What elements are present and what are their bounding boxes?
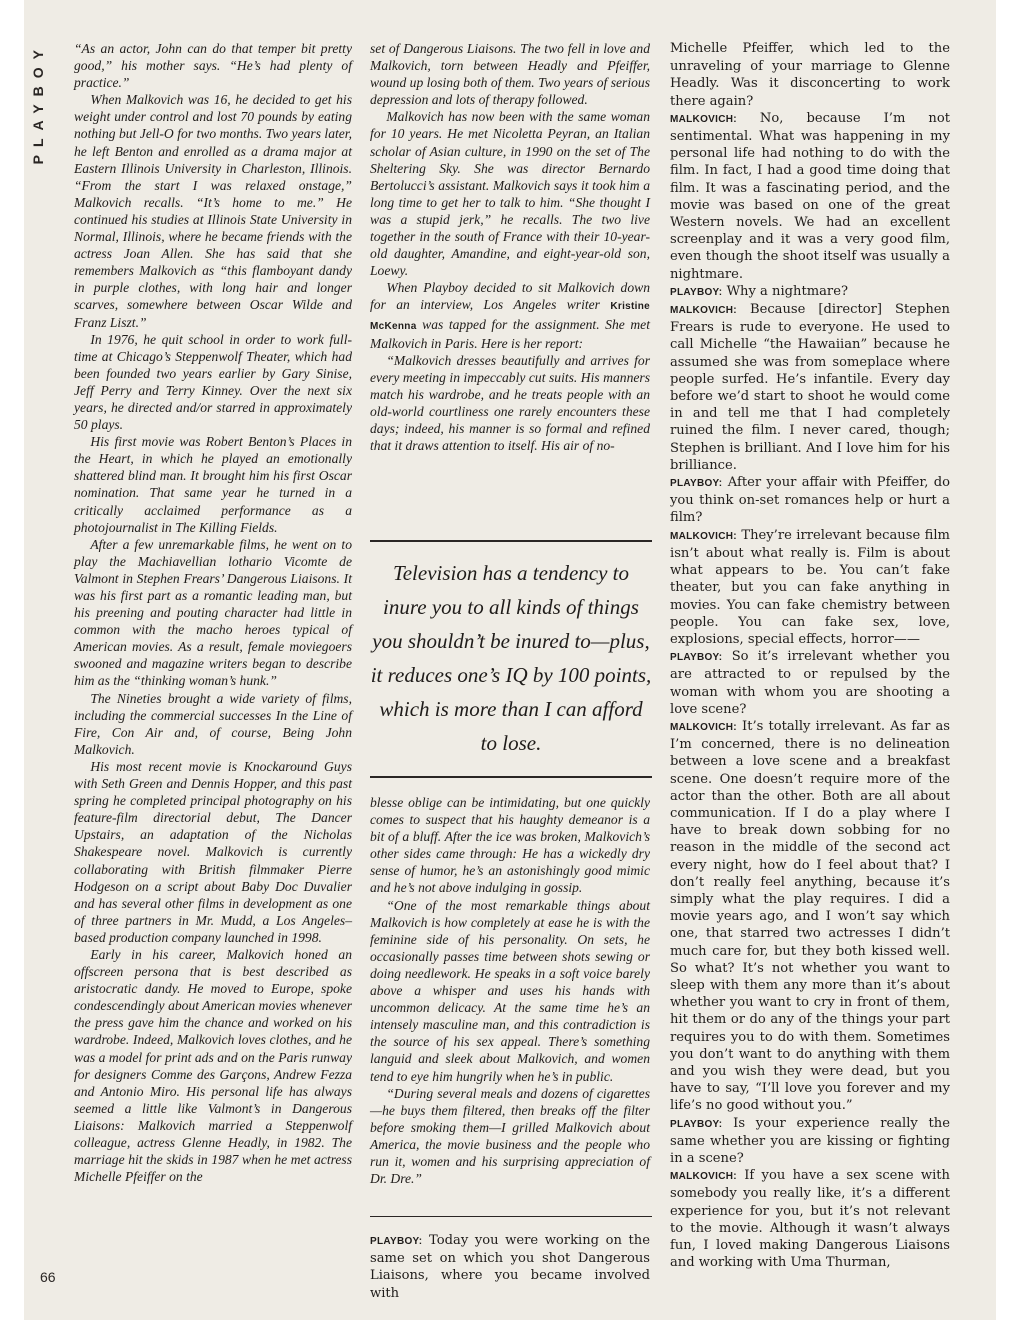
page-number: 66 bbox=[40, 1269, 56, 1285]
speaker-text: After your affair with Pfeiffer, do you think on-set romances help or hurt a film? bbox=[670, 475, 950, 526]
paragraph: His first movie was Robert Benton’s Places in the Heart, in which he played an emotionally shattered blind man. It brought him his first Oscar nomination. That same year he turned in a critically acclaimed performance as a photojournalist in The Killing Fields. bbox=[74, 434, 352, 535]
paragraph: Early in his career, Malkovich honed an offscreen persona that is best described as aristocratic dandy. He moved to Europe, spoke condescendingly about American movies whenever the press gave him the chance and worked on his wardrobe. Indeed, Malkovich loves clothes, and he was a model for print ads and on the Paris runway for designers Comme des Garçons, Andrew Fezza and Antonio Miro. His personal life has always seemed a little like Valmont’s in Dangerous Liaisons: Malkovich married a Steppenwolf colleague, actress Glenne Headly, in 1982. The marriage hit the skids in 1987 when he met actress Michelle Pfeiffer on the bbox=[74, 946, 352, 1185]
paragraph: His most recent movie is Knockaround Guys with Seth Green and Dennis Hopper, and this past spring he completed principal photography on his feature-film directorial debut, The Dancer Upstairs, an adaptation of the Nicholas Shakespeare novel. Malkovich is currently collaborating with British filmmaker Pierre Hodgeson on a script about Baby Doc Duvalier and has several other films in development as one of three partners in Mr. Mudd, a Los Angeles–based production company launched in 1998. bbox=[74, 758, 352, 945]
interview-paragraph bbox=[670, 110, 950, 283]
speaker-label: PLAYBOY: bbox=[670, 286, 723, 298]
interview-paragraph bbox=[370, 1232, 650, 1302]
article-column-1 bbox=[74, 40, 352, 1185]
magazine-name-vertical: PLAYBOY bbox=[30, 42, 46, 165]
speaker-text: So it’s irrelevant whether you are attracted to or repulsed by the woman with whom you are shooting a love scene? bbox=[670, 649, 950, 717]
speaker-label: PLAYBOY: bbox=[670, 1118, 723, 1130]
paragraph bbox=[370, 279, 650, 351]
paragraph: “During several meals and dozens of cigarettes—he buys them filtered, then breaks off the filter before smoking them—I grilled Malkovich about America, the movie business and the people who run it, women and his surprising appreciation of Dr. Dre.” bbox=[370, 1085, 650, 1187]
speaker-label: MALKOVICH: bbox=[670, 1171, 737, 1183]
paragraph: When Malkovich was 16, he decided to get his weight under control and lost 70 pounds by eating nothing but Jell-O for two months. Two years later, he left Benton and enrolled as a drama major at Eastern Illinois University in Charleston, Illinois. “From the start I was relaxed onstage,” Malkovich recalls. “It’s home to me.” He continued his studies at Illinois State University in Normal, Illinois, where he became friends with the actress Joan Allen. She has said that she remembers Malkovich as “this flamboyant dandy in purple clothes, with long hair and longer scarves, somewhere between Oscar Wilde and Franz Liszt.” bbox=[74, 92, 352, 330]
article-column-2-bottom bbox=[370, 794, 650, 1187]
interview-paragraph bbox=[670, 1167, 950, 1271]
speaker-label: MALKOVICH: bbox=[670, 530, 737, 542]
speaker-text: If you have a sex scene with somebody you really like, it’s a different experience for you, but it’s not relevant to the movie. Although it wasn’t always fun, I loved making Dangerous Liaisons and working with Uma Thurman, bbox=[670, 1168, 950, 1271]
article-column-2-top bbox=[370, 40, 650, 454]
writer-name: Kristine McKenna bbox=[370, 301, 650, 332]
interview-paragraph bbox=[670, 301, 950, 474]
paragraph: “Malkovich dresses beautifully and arrives for every meeting in impeccably cut suits. His manners match his wardrobe, and he treats people with an old-world courtliness one rarely encounters these days; indeed, his manner is so formal and refined that it draws attention to itself. His air of no- bbox=[370, 352, 650, 454]
interview-paragraph bbox=[670, 1115, 950, 1168]
intro-text: was tapped for the assignment. She met Malkovich in Paris. Here is her report: bbox=[370, 316, 650, 351]
speaker-text: Because [director] Stephen Frears is rude to everyone. He used to call Michelle “the Hawaiian” because he assumed she was from someplace where people surfed. He’s infantile. Every day before we’d start to shoot he would come in and tell me that I had completely ruined the film. I never cared, though; Stephen is brilliant. And I love him for his brilliance. bbox=[670, 302, 950, 473]
paragraph: After a few unremarkable films, he went on to play the Machiavellian lothario Vicomte de Valmont in Stephen Frears’ Dangerous Liaisons. It was his first part as a romantic leading man, but his preening and pouting character had little in common with the macho heroes typical of American movies. As a result, female moviegoers swooned and magazine writers began to describe him as the “thinking woman’s hunk.” bbox=[74, 536, 352, 689]
speaker-text: Is your experience really the same whether you are kissing or fighting in a scene? bbox=[670, 1115, 950, 1166]
speaker-label: PLAYBOY: bbox=[370, 1236, 423, 1247]
speaker-text: Michelle Pfeiffer, which led to the unraveling of your marriage to Glenne Headly. Was it disconcerting to work there again? bbox=[670, 41, 950, 109]
interview-paragraph bbox=[670, 40, 950, 110]
speaker-text: They’re irrelevant because film isn’t about what really is. Film is about what appears to be. You can’t fake theater, but you can fake anything in movies. You can fake chemistry between people. You can fake sex, love, explosions, special effects, horror—— bbox=[670, 527, 950, 647]
interview-paragraph bbox=[670, 648, 950, 718]
interview-paragraph bbox=[670, 474, 950, 527]
speaker-label: PLAYBOY: bbox=[670, 652, 723, 664]
paragraph: “One of the most remarkable things about Malkovich is how completely at ease he is with the feminine side of his personality. On sets, he occasionally passes time between shots sewing or doing needlework. He speaks in a soft voice barely above a whisper and uses his hands with uncommon delicacy. At the same time he’s an intensely masculine man, and this contradiction is the source of his sex appeal. There’s something languid and sleek about Malkovich, and women tend to eye him hungrily when he’s in public. bbox=[370, 897, 650, 1084]
interview-question-start bbox=[370, 1232, 650, 1302]
speaker-label: MALKOVICH: bbox=[670, 113, 737, 125]
paragraph: The Nineties brought a wide variety of films, including the commercial successes In the Line of Fire, Con Air and, of course, Being John Malkovich. bbox=[74, 690, 352, 757]
divider bbox=[370, 1216, 652, 1217]
intro-text: When Playboy decided to sit Malkovich down for an interview, Los Angeles writer bbox=[370, 280, 650, 313]
speaker-label: MALKOVICH: bbox=[670, 305, 737, 317]
speaker-text: It’s totally irrelevant. As far as I’m concerned, there is no delineation between a love scene and a breakfast scene. One doesn’t require more of the actor than the other. Both are all about communication. If I do a play where I have to break down sobbing for no reason in the middle of the second act every night, how do I feel about that? I don’t really feel anything, because it’s simply what the play requires. I did a movie years ago, and I won’t say which one, that starred two actresses I didn’t much care for, but they both kissed well. So what? It’s not whether you want to sleep with them any more than it’s about whether you want to cry in front of them, hit them or do any of the things your part requires you to do with them. Sometimes you don’t want to do anything with them and you wish they were dead, but you have to say, “I’ll love you forever and my life’s no good without you.” bbox=[670, 718, 950, 1114]
speaker-text: Today you were working on the same set on which you shot Dangerous Liaisons, where you became involved with bbox=[370, 1233, 650, 1301]
paragraph: “As an actor, John can do that temper bit pretty good,” his mother says. “He’s had plenty of practice.” bbox=[74, 41, 352, 91]
paragraph: Malkovich has now been with the same woman for 10 years. He met Nicoletta Peyran, an Italian scholar of Asian culture, in 1990 on the set of The Sheltering Sky. She was director Bernardo Bertolucci’s assistant. Malkovich says it took him a long time to get her to talk to him. “She thought I was a stupid jerk,” he recalls. The two live together in the south of France with their 10-year-old daughter, Amandine, and eight-year-old son, Loewy. bbox=[370, 109, 650, 279]
paragraph: In 1976, he quit school in order to work full-time at Chicago’s Steppenwolf Theater, which had been founded two years earlier by Gary Sinise, Jeff Perry and Terry Kinney. Over the next six years, he directed and/or starred in approximately 50 plays. bbox=[74, 331, 352, 433]
paragraph: blesse oblige can be intimidating, but one quickly comes to suspect that his haughty demeanor is a bit of a bluff. After the ice was broken, Malkovich’s other sides came through: He has a wickedly dry sense of humor, he’s an astonishingly good mimic and he’s not above indulging in gossip. bbox=[370, 795, 650, 896]
paragraph: set of Dangerous Liaisons. The two fell in love and Malkovich, torn between Headly and Pfeiffer, wound up losing both of them. Two years of serious depression and lots of therapy followed. bbox=[370, 41, 650, 108]
speaker-text: Why a nightmare? bbox=[726, 283, 848, 299]
speaker-label: PLAYBOY: bbox=[670, 478, 723, 490]
interview-column-3 bbox=[670, 40, 950, 1271]
interview-paragraph bbox=[670, 283, 950, 301]
interview-paragraph bbox=[670, 527, 950, 648]
pull-quote: Television has a tendency to inure you to all kinds of things you shouldn’t be inured to—plus, it reduces one’s IQ by 100 points, which is more than I can afford to lose. bbox=[370, 540, 652, 778]
interview-paragraph bbox=[670, 718, 950, 1115]
speaker-text: No, because I’m not sentimental. What was happening in my personal life had nothing to do with the film. In fact, I had a good time doing that film. It was a fascinating period, and the movie was based on one of the great Western novels. We had an excellent screenplay and it was a very good film, even though the shoot itself was usually a nightmare. bbox=[670, 110, 950, 282]
speaker-label: MALKOVICH: bbox=[670, 721, 737, 733]
